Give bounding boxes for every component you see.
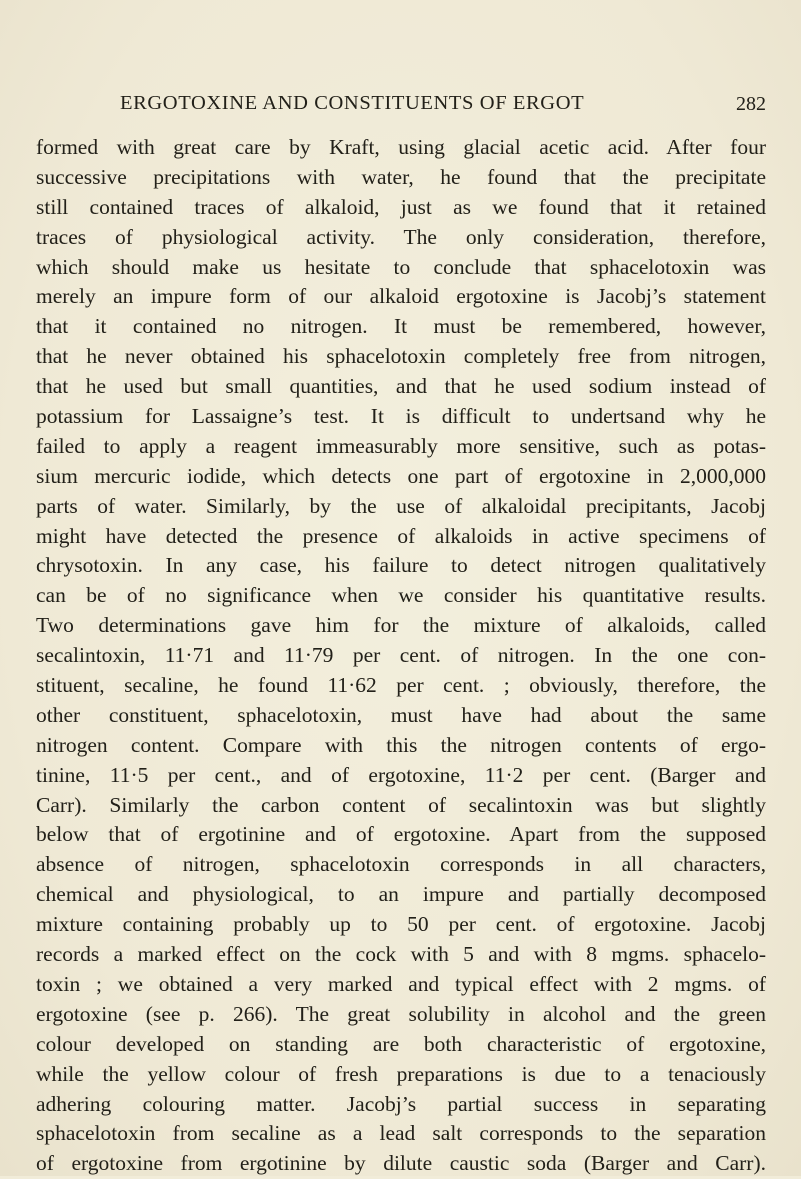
text-line: parts of water. Similarly, by the use of alkaloidal precipitants, Jacobj bbox=[36, 493, 766, 518]
text-line: formed with great care by Kraft, using glacial acetic acid. After four bbox=[36, 135, 766, 159]
text-line: failed to apply a reagent immeasurably more sensitive, such as potas- bbox=[36, 433, 766, 458]
text-line: that he used but small quantities, and that he used sodium instead of bbox=[36, 374, 766, 399]
text-line: Carr). Similarly the carbon content of secalintoxin was but slightly bbox=[36, 792, 766, 817]
text-line: that it contained no nitrogen. It must be remembered, however, bbox=[36, 314, 766, 339]
text-line: adhering colouring matter. Jacobj’s partial success in separating bbox=[36, 1091, 766, 1116]
text-line: can be of no significance when we consider his quantitative results. bbox=[36, 583, 766, 608]
text-line: while the yellow colour of fresh preparations is due to a tenaciously bbox=[36, 1061, 766, 1086]
text-line: tinine, 11·5 per cent., and of ergotoxine, 11·2 per cent. (Barger and bbox=[36, 762, 766, 787]
text-line: might have detected the presence of alkaloids in active specimens of bbox=[36, 523, 766, 548]
text-line: that he never obtained his sphacelotoxin completely free from nitrogen, bbox=[36, 344, 766, 369]
text-line: potassium for Lassaigne’s test. It is difficult to undertsand why he bbox=[36, 404, 766, 429]
text-line: of ergotoxine from ergotinine by dilute caustic soda (Barger and Carr). bbox=[36, 1151, 766, 1176]
text-line: mixture containing probably up to 50 per cent. of ergotoxine. Jacobj bbox=[36, 912, 766, 937]
text-line: nitrogen content. Compare with this the nitrogen contents of ergo- bbox=[36, 732, 766, 757]
text-line: merely an impure form of our alkaloid ergotoxine is Jacobj’s statement bbox=[36, 284, 766, 309]
text-line: which should make us hesitate to conclude that sphacelotoxin was bbox=[36, 254, 766, 279]
text-line: records a marked effect on the cock with 5 and with 8 mgms. sphacelo- bbox=[36, 942, 766, 967]
text-line: successive precipitations with water, he found that the precipitate bbox=[36, 164, 766, 189]
text-line: colour developed on standing are both characteristic of ergotoxine, bbox=[36, 1031, 766, 1056]
text-line: ergotoxine (see p. 266). The great solubility in alcohol and the green bbox=[36, 1001, 766, 1026]
text-line: below that of ergotinine and of ergotoxine. Apart from the supposed bbox=[36, 822, 766, 847]
text-line: absence of nitrogen, sphacelotoxin corresponds in all characters, bbox=[36, 852, 766, 877]
text-line: stituent, secaline, he found 11·62 per cent. ; obviously, therefore, the bbox=[36, 673, 766, 698]
text-line: chrysotoxin. In any case, his failure to detect nitrogen qualitatively bbox=[36, 553, 766, 578]
text-line: traces of physiological activity. The only consideration, therefore, bbox=[36, 224, 766, 249]
text-line: sium mercuric iodide, which detects one part of ergotoxine in 2,000,000 bbox=[36, 463, 766, 488]
text-line: toxin ; we obtained a very marked and typical effect with 2 mgms. of bbox=[36, 971, 766, 996]
running-head bbox=[36, 92, 766, 122]
body-text bbox=[36, 133, 766, 1179]
page-number: 282 bbox=[736, 93, 766, 115]
text-line: other constituent, sphacelotoxin, must have had about the same bbox=[36, 702, 766, 727]
text-line: sphacelotoxin from secaline as a lead salt corresponds to the separation bbox=[36, 1121, 766, 1146]
text-line: Two determinations gave him for the mixture of alkaloids, called bbox=[36, 613, 766, 638]
text-line: chemical and physiological, to an impure and partially decomposed bbox=[36, 882, 766, 907]
text-line: secalintoxin, 11·71 and 11·79 per cent. of nitrogen. In the one con- bbox=[36, 643, 766, 668]
text-line: still contained traces of alkaloid, just as we found that it retained bbox=[36, 194, 766, 219]
running-head-title: ERGOTOXINE AND CONSTITUENTS OF ERGOT bbox=[120, 92, 585, 114]
